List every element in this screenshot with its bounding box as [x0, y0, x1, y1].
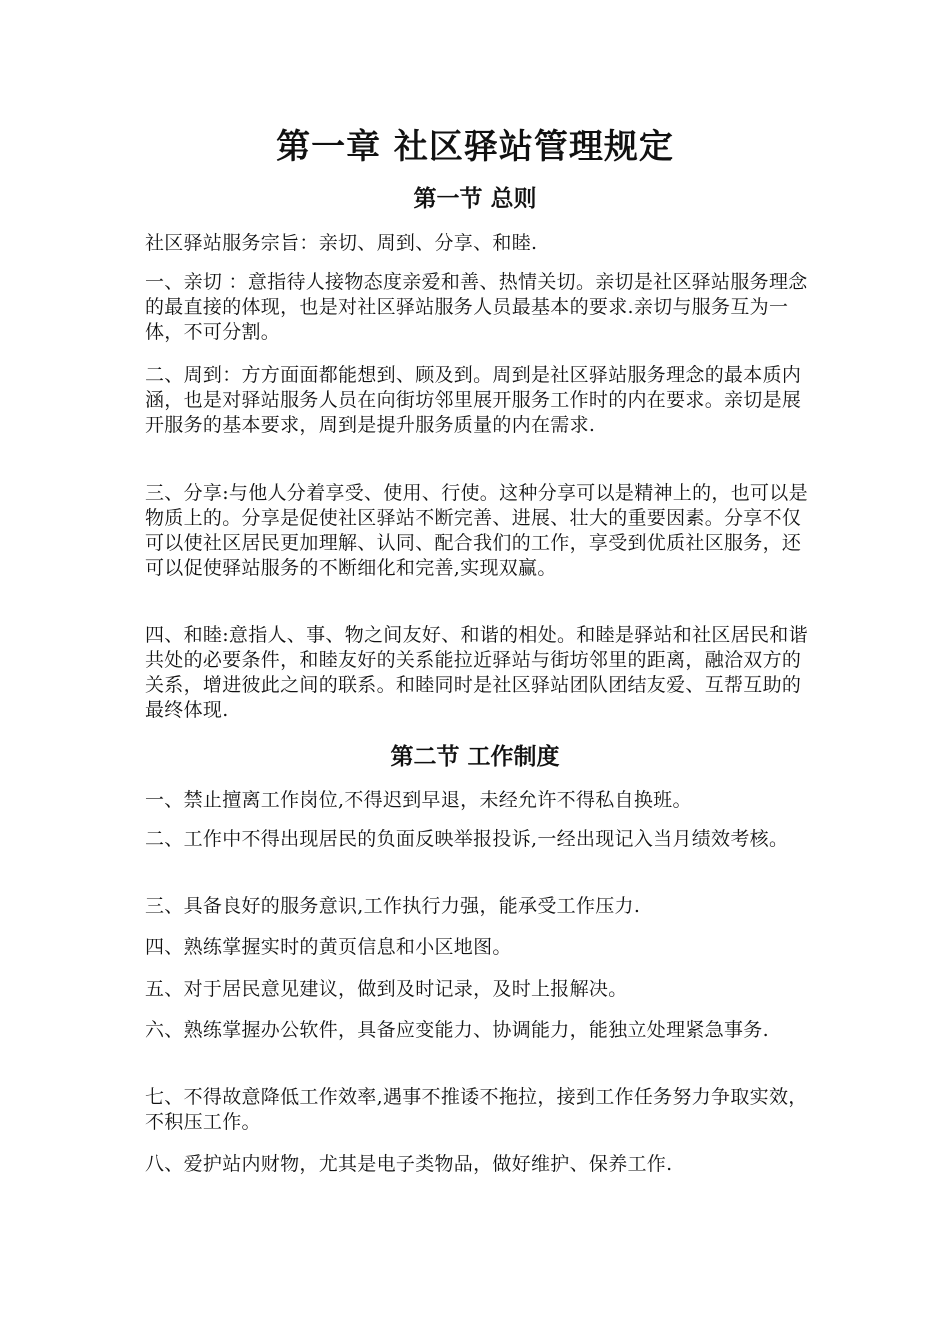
- paragraph-kindness: 一、亲切 ：意指待人接物态度亲爱和善、热情关切。亲切是社区驿站服务理念的最直接的体现，也是对社区驿站服务人员最基本的要求.亲切与服务互为一体，不可分割。: [145, 271, 808, 343]
- section-title-general: 第一节 总则: [413, 185, 537, 212]
- chapter-title: 第一章 社区驿站管理规定: [276, 127, 674, 167]
- rule-item: 八、爱护站内财物，尤其是电子类物品，做好维护、保养工作.: [145, 1153, 673, 1175]
- paragraph-sharing: 三、分享:与他人分着享受、使用、行使。这种分享可以是精神上的，也可以是物质上的。分享是促使社区驿站不断完善、进展、壮大的重要因素。分享不仅可以使社区居民更加理解、认同、配合我们的工作，享受到优质社区服务，还可以促使驿站服务的不断细化和完善,实现双赢。: [145, 482, 808, 579]
- rule-item: 一、禁止擅离工作岗位,不得迟到早退，未经允许不得私自换班。: [145, 789, 692, 811]
- rule-item: 三、具备良好的服务意识,工作执行力强，能承受工作压力.: [145, 895, 641, 917]
- paragraph-harmony: 四、和睦:意指人、事、物之间友好、和谐的相处。和睦是驿站和社区居民和谐共处的必要条件，和睦友好的关系能拉近驿站与街坊邻里的距离，融洽双方的关系，增进彼此之间的联系。和睦同时是社区驿站团队团结友爱、互帮互助的最终体现.: [145, 624, 808, 721]
- paragraph-thoughtfulness: 二、周到：方方面面都能想到、顾及到。周到是社区驿站服务理念的最本质内涵，也是对驿站服务人员在向街坊邻里展开服务工作时的内在要求。亲切是展开服务的基本要求，周到是提升服务质量的内在需求.: [145, 364, 802, 436]
- rule-item: 二、工作中不得出现居民的负面反映举报投诉,一经出现记入当月绩效考核。: [145, 828, 789, 850]
- rule-item: 六、熟练掌握办公软件，具备应变能力、协调能力，能独立处理紧急事务.: [145, 1019, 769, 1041]
- section-title-work-rules: 第二节 工作制度: [390, 743, 560, 770]
- rule-item: 四、熟练掌握实时的黄页信息和小区地图。: [145, 936, 512, 958]
- rule-item: 五、对于居民意见建议，做到及时记录，及时上报解决。: [145, 978, 628, 1000]
- paragraph-service-purpose: 社区驿站服务宗旨：亲切、周到、分享、和睦.: [145, 232, 538, 254]
- rule-item: 七、不得故意降低工作效率,遇事不推诿不拖拉，接到工作任务努力争取实效，不积压工作。: [145, 1086, 808, 1133]
